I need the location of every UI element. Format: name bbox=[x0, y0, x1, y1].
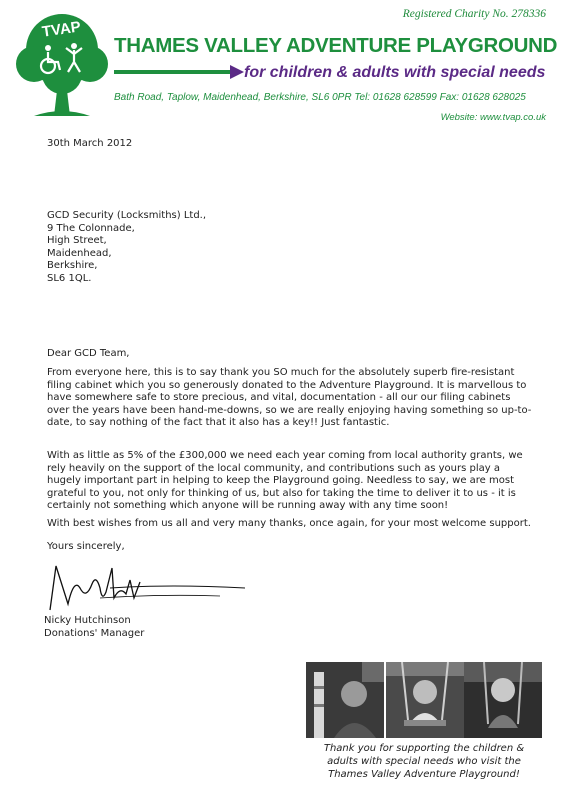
tagline-arrow-line bbox=[114, 63, 244, 81]
recipient-line: 9 The Colonnade, bbox=[47, 222, 135, 234]
body-paragraph: With as little as 5% of the £300,000 we need each year coming from local authority grants, we rely heavily on the support of the local community, and contributions such as yours play a hugely important part in helping to keep the Playground going. Needless to say, we are most grateful to you, not only for thinking of us, but also for taking the time to deliver it to us - it is certainly not something which anyone will be running away with any time soon! bbox=[47, 450, 523, 512]
caption-line: adults with special needs who visit the bbox=[327, 756, 521, 767]
thank-you-caption bbox=[300, 742, 548, 781]
recipient-line: Berkshire, bbox=[47, 260, 98, 272]
photo-child-swing bbox=[386, 662, 464, 738]
body-paragraph: From everyone here, this is to say thank you SO much for the absolutely superb fire-resistant filing cabinet which you so generously donated to the Adventure Playground. It is marvellous to have somewhere safe to store precious, and vital, documentation - all our our filing cabinets over the years have been hand-me-downs, so we are really enjoying having something so up-to-date, to say nothing of the fact that it also has a key!! Just fantastic. bbox=[47, 367, 532, 429]
website: Website: www.tvap.co.uk bbox=[440, 112, 546, 123]
organisation-name: THAMES VALLEY ADVENTURE PLAYGROUND bbox=[114, 34, 558, 57]
letter-date: 30th March 2012 bbox=[47, 138, 133, 149]
signer-title: Donations' Manager bbox=[44, 628, 145, 639]
charity-number: Registered Charity No. 278336 bbox=[402, 8, 546, 20]
caption-line: Thames Valley Adventure Playground! bbox=[328, 769, 520, 780]
recipient-line: SL6 1QL. bbox=[47, 272, 92, 284]
handwritten-signature bbox=[40, 558, 250, 616]
signer-name: Nicky Hutchinson bbox=[44, 615, 131, 626]
tagline: for children & adults with special needs bbox=[244, 64, 546, 81]
tvap-tree-logo bbox=[14, 8, 110, 124]
photo-adult-swing bbox=[464, 662, 542, 738]
closing: Yours sincerely, bbox=[47, 541, 125, 552]
salutation: Dear GCD Team, bbox=[47, 348, 130, 359]
caption-line: Thank you for supporting the children & bbox=[323, 743, 525, 754]
body-paragraph: With best wishes from us all and very many thanks, once again, for your most welcome support. bbox=[47, 518, 531, 529]
recipient-line: Maidenhead, bbox=[47, 247, 112, 259]
recipient-address bbox=[47, 210, 206, 286]
address-line: Bath Road, Taplow, Maidenhead, Berkshire, SL6 0PR Tel: 01628 628599 Fax: 01628 628025 bbox=[114, 92, 526, 103]
logo-text: TVAP bbox=[40, 18, 82, 41]
recipient-line: High Street, bbox=[47, 235, 107, 247]
photo-child-tower bbox=[306, 662, 384, 738]
recipient-line: GCD Security (Locksmiths) Ltd., bbox=[47, 210, 207, 221]
